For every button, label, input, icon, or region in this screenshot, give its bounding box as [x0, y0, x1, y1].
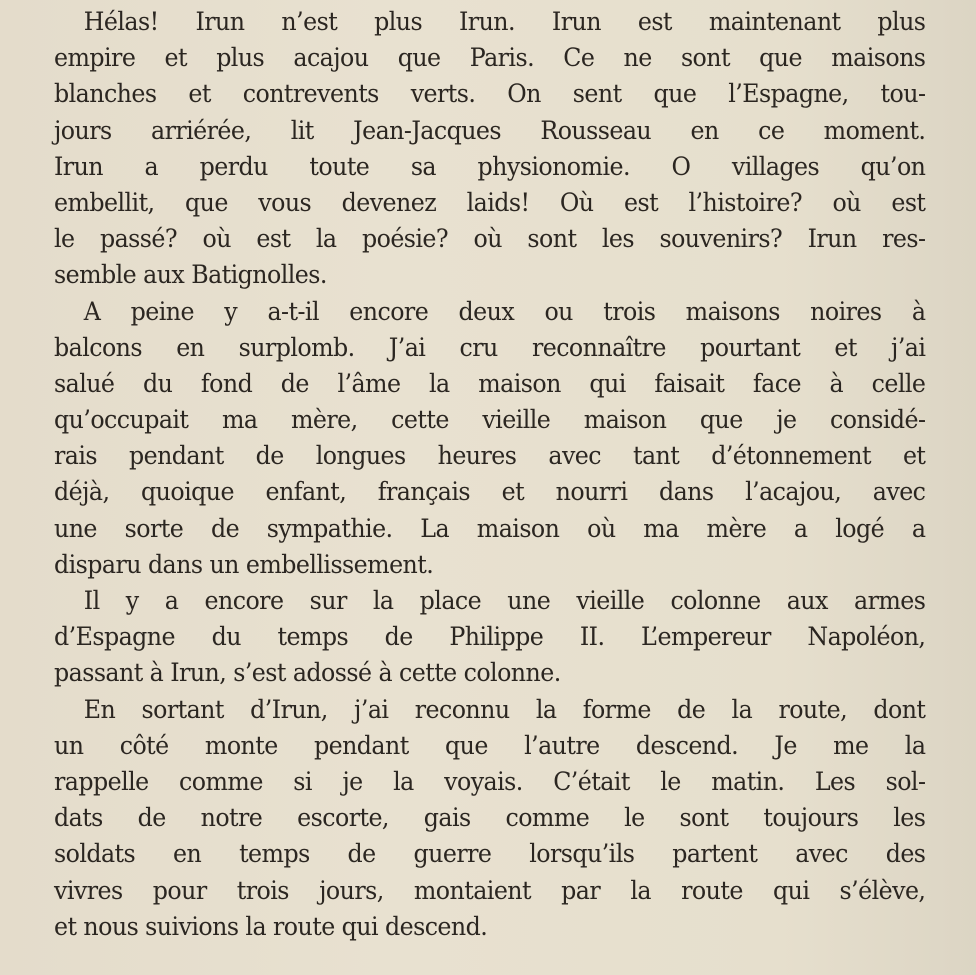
text-line: dats de notre escorte, gais comme le sont toujours les	[54, 803, 926, 834]
text-line: blanches et contrevents verts. On sent que l’Espagne, tou-	[54, 79, 926, 110]
paragraph-3	[54, 583, 925, 692]
text-line: En sortant d’Irun, j’ai reconnu la forme de la route, dont	[83, 694, 926, 725]
text-line: et nous suivions la route qui descend.	[54, 911, 488, 942]
paragraph-2	[54, 294, 925, 584]
text-line: A peine y a-t-il encore deux ou trois maisons noires à	[83, 296, 926, 327]
text-line: embellit, que vous devenez laids! Où est l’histoire? où est	[54, 187, 926, 218]
text-line: Hélas! Irun n’est plus Irun. Irun est maintenant plus	[83, 7, 926, 37]
text-line: le passé? où est la poésie? où sont les souvenirs? Irun res-	[54, 224, 926, 255]
text-line: soldats en temps de guerre lorsqu’ils partent avec des	[54, 839, 926, 870]
text-line: passant à Irun, s’est adossé à cette colonne.	[54, 658, 561, 689]
text-line: vivres pour trois jours, montaient par la route qui s’élève,	[54, 875, 926, 906]
text-line: empire et plus acajou que Paris. Ce ne sont que maisons	[54, 43, 926, 74]
text-line: disparu dans un embellissement.	[54, 549, 434, 580]
paragraph-4	[54, 692, 925, 945]
text-line: déjà, quoique enfant, français et nourri dans l’acajou, avec	[54, 477, 926, 508]
text-line: semble aux Batignolles.	[54, 260, 327, 291]
text-line: Il y a encore sur la place une vieille colonne aux armes	[83, 586, 926, 616]
text-line: salué du fond de l’âme la maison qui faisait face à celle	[54, 368, 926, 399]
text-line: balcons en surplomb. J’ai cru reconnaître pourtant et j’ai	[54, 332, 926, 363]
text-line: une sorte de sympathie. La maison où ma mère a logé a	[54, 513, 926, 544]
text-line: un côté monte pendant que l’autre descend. Je me la	[54, 730, 926, 761]
text-line: rappelle comme si je la voyais. C’était le matin. Les sol-	[54, 766, 926, 797]
book-page	[54, 4, 925, 945]
text-line: Irun a perdu toute sa physionomie. O villages qu’on	[54, 151, 926, 182]
text-line: d’Espagne du temps de Philippe II. L’empereur Napoléon,	[54, 622, 926, 653]
text-line: qu’occupait ma mère, cette vieille maison que je considé-	[54, 405, 926, 436]
text-line: rais pendant de longues heures avec tant d’étonnement et	[54, 441, 926, 472]
text-line: jours arriérée, lit Jean-Jacques Rousseau en ce moment.	[54, 115, 926, 146]
paragraph-1	[54, 4, 925, 294]
